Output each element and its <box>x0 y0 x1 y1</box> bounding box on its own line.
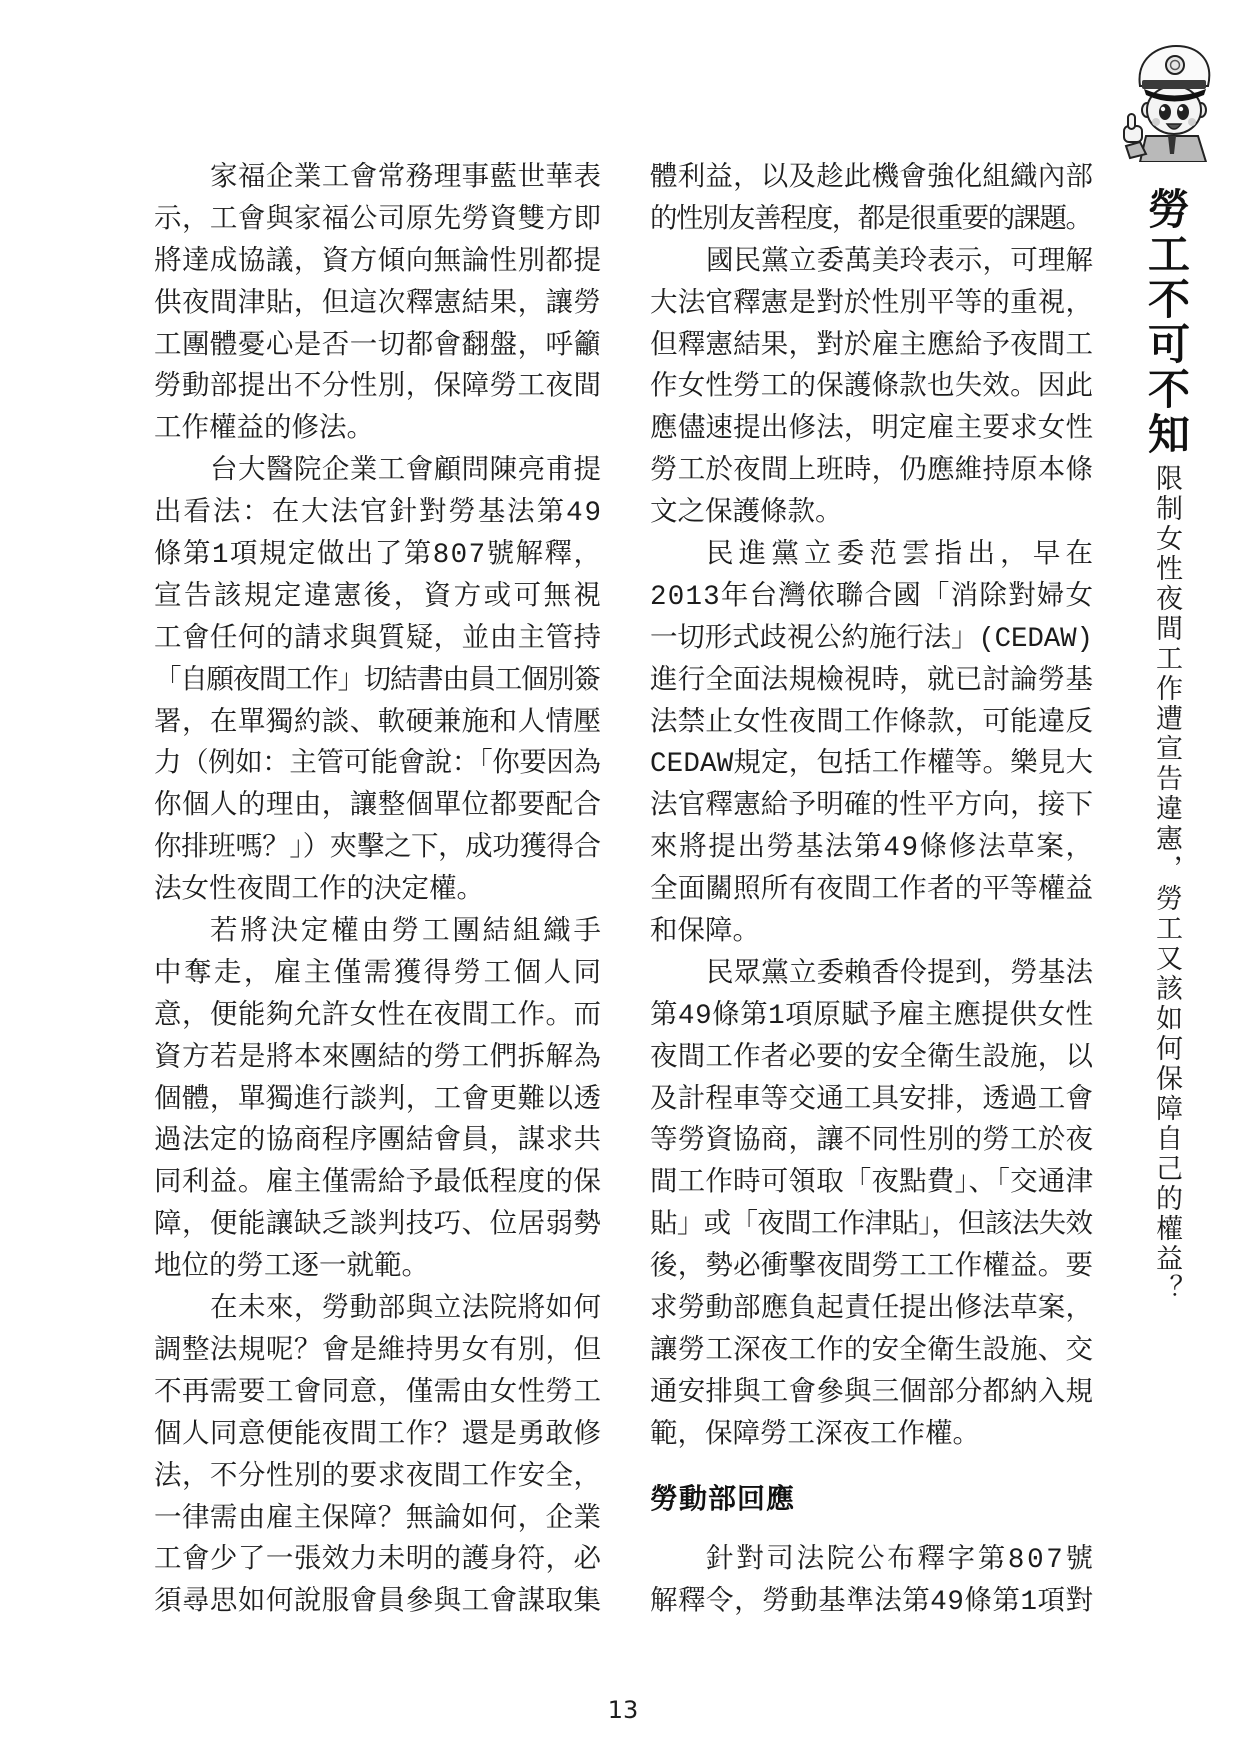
paragraph <box>650 1538 1096 1622</box>
text-line: 及計程車等交通工具安排，透過工會 <box>650 1081 1094 1114</box>
text-line: 2013年台灣依聯合國「消除對婦女 <box>650 578 1095 613</box>
text-line: 的性別友善程度，都是很重要的課題。 <box>650 201 1092 234</box>
text-line: 工團體憂心是否一切都會翻盤，呼籲 <box>154 327 602 360</box>
text-line: 但釋憲結果，對於雇主應給予夜間工 <box>650 327 1094 360</box>
text-line: 等勞資協商，讓不同性別的勞工於夜 <box>650 1123 1094 1156</box>
police-mascot-icon <box>1118 42 1222 162</box>
text-line: 夜間工作者必要的安全衛生設施，以 <box>650 1039 1094 1072</box>
text-line: 通安排與工會參與三個部分都納入規 <box>650 1374 1094 1407</box>
text-line: 後，勢必衝擊夜間勞工工作權益。要 <box>650 1249 1094 1282</box>
text-line: 文之保護條款。 <box>650 495 843 528</box>
text-line: 將達成協議，資方傾向無論性別都提 <box>154 243 602 276</box>
text-line: 間工作時可領取「夜點費」、「交通津 <box>650 1165 1094 1198</box>
text-line: 宣告該規定違憲後，資方或可無視 <box>154 578 604 611</box>
text-line: 法官釋憲給予明確的性平方向，接下 <box>650 788 1094 821</box>
text-line: 不再需要工會同意，僅需由女性勞工 <box>154 1374 602 1407</box>
paragraph <box>154 910 604 1287</box>
paragraph <box>650 952 1093 1455</box>
text-line: 一切形式歧視公約施行法」(CEDAW) <box>650 620 1093 655</box>
text-line: 全面關照所有夜間工作者的平等權益 <box>650 872 1094 905</box>
text-line: 國民黨立委萬美玲表示，可理解 <box>706 243 1094 276</box>
text-line: 出看法：在大法官針對勞基法第49 <box>154 495 603 530</box>
text-line: 來將提出勞基法第49條修法草案， <box>650 830 1095 865</box>
text-line: 民進黨立委范雲指出，早在 <box>706 537 1099 570</box>
paragraph <box>650 240 1093 533</box>
text-line: 貼」或「夜間工作津貼」，但該法失效 <box>650 1207 1093 1240</box>
text-line: 法禁止女性夜間工作條款，可能違反 <box>650 704 1094 737</box>
text-line: 針對司法院公布釋字第807號 <box>706 1541 1096 1576</box>
page-number: 13 <box>607 1696 639 1724</box>
text-line: 同利益。雇主僅需給予最低程度的保 <box>154 1165 602 1198</box>
text-line: 示，工會與家福公司原先勞資雙方即 <box>154 201 602 234</box>
text-line: 作女性勞工的保護條款也失效。因此 <box>650 369 1094 402</box>
text-line: 第49條第1項原賦予雇主應提供女性 <box>650 997 1094 1032</box>
text-line: 障，便能讓缺乏談判技巧、位居弱勢 <box>154 1207 602 1240</box>
text-line: 進行全面法規檢視時，就已討論勞基 <box>650 662 1094 695</box>
paragraph <box>154 449 604 910</box>
paragraph <box>154 1287 601 1622</box>
text-line: 個體，單獨進行談判，工會更難以透 <box>154 1081 602 1114</box>
right-text-column <box>650 156 1099 1621</box>
text-line: 一律需由雇主保障？無論如何，企業 <box>154 1500 602 1533</box>
text-line: 工會任何的請求與質疑，並由主管持 <box>154 620 602 653</box>
text-line: 署，在單獨約談、軟硬兼施和人情壓 <box>154 704 602 737</box>
text-line: 中奪走，雇主僅需獲得勞工個人同 <box>154 955 604 988</box>
text-line: 範，保障勞工深夜工作權。 <box>650 1416 980 1449</box>
text-line: 法，不分性別的要求夜間工作安全， <box>154 1458 602 1491</box>
text-line: 和保障。 <box>650 914 760 947</box>
text-line: 調整法規呢？會是維持男女有別，但 <box>154 1332 602 1365</box>
text-line: 力（例如：主管可能會說：「你要因為 <box>154 746 601 779</box>
text-line: 在未來，勞動部與立法院將如何 <box>210 1291 602 1324</box>
article-title: 限制女性夜間工作遭宣告違憲，勞工又該如何保障自己的權益？ <box>1151 464 1182 1304</box>
series-title: 勞工不可不知 <box>1142 187 1191 457</box>
text-line: 讓勞工深夜工作的安全衛生設施、交 <box>650 1332 1094 1365</box>
text-line: 應儘速提出修法，明定雇主要求女性 <box>650 411 1094 444</box>
text-line: 勞動部提出不分性別，保障勞工夜間 <box>154 369 602 402</box>
text-line: 「自願夜間工作」切結書由員工個別簽 <box>154 662 600 695</box>
text-line: 供夜間津貼，但這次釋憲結果，讓勞 <box>154 285 602 318</box>
text-line: 你排班嗎？」）夾擊之下，成功獲得合 <box>154 830 601 863</box>
text-line: 地位的勞工逐一就範。 <box>154 1249 429 1282</box>
paragraph <box>650 156 1093 240</box>
text-line: 解釋令，勞動基準法第49條第1項對 <box>650 1583 1094 1618</box>
text-line: 家福企業工會常務理事藍世華表 <box>210 160 602 192</box>
section-heading: 勞動部回應 <box>650 1481 796 1515</box>
text-line: 個人同意便能夜間工作？還是勇敢修 <box>154 1416 602 1449</box>
text-line: 你個人的理由，讓整個單位都要配合 <box>154 788 602 821</box>
text-line: CEDAW規定，包括工作權等。樂見大 <box>650 746 1094 781</box>
text-line: 資方若是將本來團結的勞工們拆解為 <box>154 1039 602 1072</box>
text-line: 台大醫院企業工會顧問陳亮甫提 <box>210 453 602 486</box>
section-body <box>650 1538 1096 1622</box>
text-line: 體利益，以及趁此機會強化組織內部 <box>650 160 1094 192</box>
text-line: 工會少了一張效力未明的護身符，必 <box>154 1542 602 1575</box>
text-line: 意，便能夠允許女性在夜間工作。而 <box>154 997 602 1030</box>
text-line: 過法定的協商程序團結會員，謀求共 <box>154 1123 602 1156</box>
text-line: 大法官釋憲是對於性別平等的重視， <box>650 285 1094 318</box>
text-line: 民眾黨立委賴香伶提到，勞基法 <box>706 955 1094 988</box>
text-line: 工作權益的修法。 <box>154 411 374 444</box>
paragraph <box>650 533 1099 952</box>
text-line: 須尋思如何說服會員參與工會謀取集 <box>154 1584 602 1617</box>
text-line: 勞工於夜間上班時，仍應維持原本條 <box>650 453 1094 486</box>
left-text-column <box>154 156 604 1622</box>
paragraph <box>154 156 601 449</box>
text-line: 求勞動部應負起責任提出修法草案， <box>650 1291 1094 1324</box>
text-line: 條第1項規定做出了第807號解釋， <box>154 537 603 572</box>
text-line: 法女性夜間工作的決定權。 <box>154 872 484 905</box>
text-line: 若將決定權由勞工團結組織手 <box>210 914 604 947</box>
